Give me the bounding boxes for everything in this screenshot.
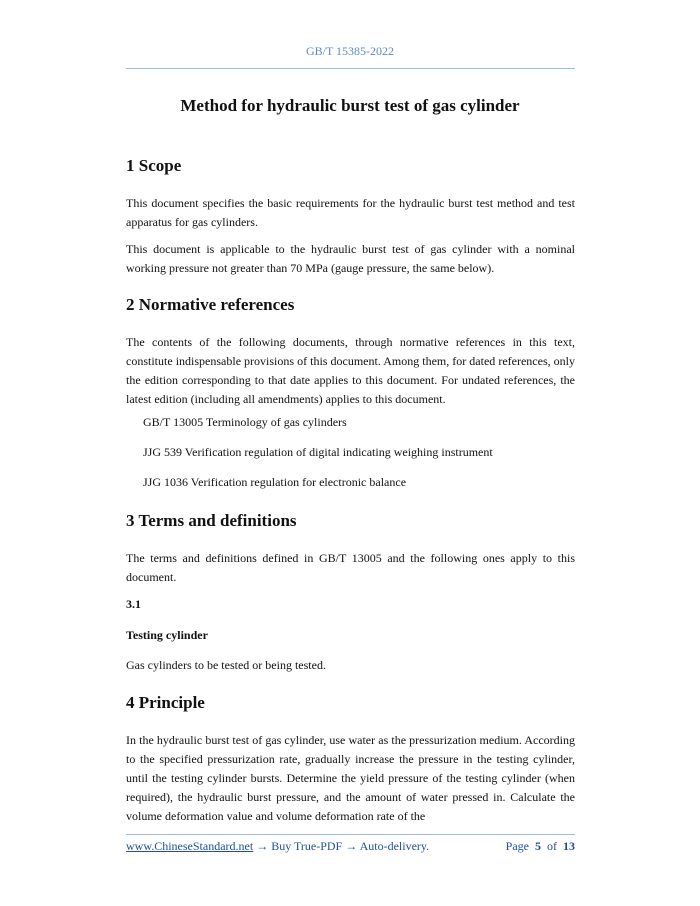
section-heading-terms: 3 Terms and definitions	[126, 511, 297, 530]
footer-rule	[126, 834, 575, 835]
page-word: Page	[505, 839, 529, 853]
section-heading-principle: 4 Principle	[126, 693, 205, 712]
page-number	[506, 839, 575, 854]
section-heading-normative-references: 2 Normative references	[126, 295, 295, 314]
auto-delivery-text: Auto-delivery.	[359, 839, 430, 853]
of-word: of	[547, 839, 557, 853]
site-link[interactable]: www.ChineseStandard.net	[126, 839, 254, 853]
scope-paragraph-1: This document specifies the basic requirements for the hydraulic burst test method and test apparatus for gas cylinders.	[126, 196, 575, 229]
document-title: Method for hydraulic burst test of gas cylinder	[180, 96, 520, 115]
arrow-right-icon: →	[345, 839, 358, 853]
section-heading-scope: 1 Scope	[126, 156, 182, 175]
page-total: 13	[563, 839, 575, 853]
terms-paragraph: The terms and definitions defined in GB/T 13005 and the following ones apply to this document.	[126, 551, 575, 584]
principle-paragraph: In the hydraulic burst test of gas cylinder, use water as the pressurization medium. According to the specified pressurization rate, gradually increase the pressure in the testing cylinder, until the testing cylinder bursts. Determine the yield pressure of the testing cylinder (when required), the hydraulic burst pressure, and the amount of water pressed in. Calculate the volume deformation value and volume deformation rate of the	[126, 733, 575, 823]
footer-links	[126, 839, 429, 854]
scope-paragraph-2: This document is applicable to the hydraulic burst test of gas cylinder with a nominal working pressure not greater than 70 MPa (gauge pressure, the same below).	[126, 242, 575, 275]
normative-paragraph: The contents of the following documents, through normative references in this text, constitute indispensable provisions of this document. Among them, for dated references, only the edition corresponding to that date applies to this document. For undated references, the latest edition (including all amendments) applies to this document.	[126, 335, 575, 406]
header-rule	[126, 68, 575, 69]
term-name: Testing cylinder	[126, 628, 208, 642]
standard-id-header: GB/T 15385-2022	[305, 44, 395, 58]
buy-true-pdf-text: Buy True-PDF	[271, 839, 343, 853]
reference-item: JJG 539 Verification regulation of digital indicating weighing instrument	[143, 445, 493, 459]
term-number: 3.1	[126, 597, 141, 611]
arrow-right-icon: →	[256, 839, 269, 853]
reference-item: GB/T 13005 Terminology of gas cylinders	[143, 415, 347, 429]
term-definition: Gas cylinders to be tested or being tested.	[126, 658, 326, 672]
page-current: 5	[535, 839, 541, 853]
reference-item: JJG 1036 Verification regulation for electronic balance	[143, 475, 407, 489]
